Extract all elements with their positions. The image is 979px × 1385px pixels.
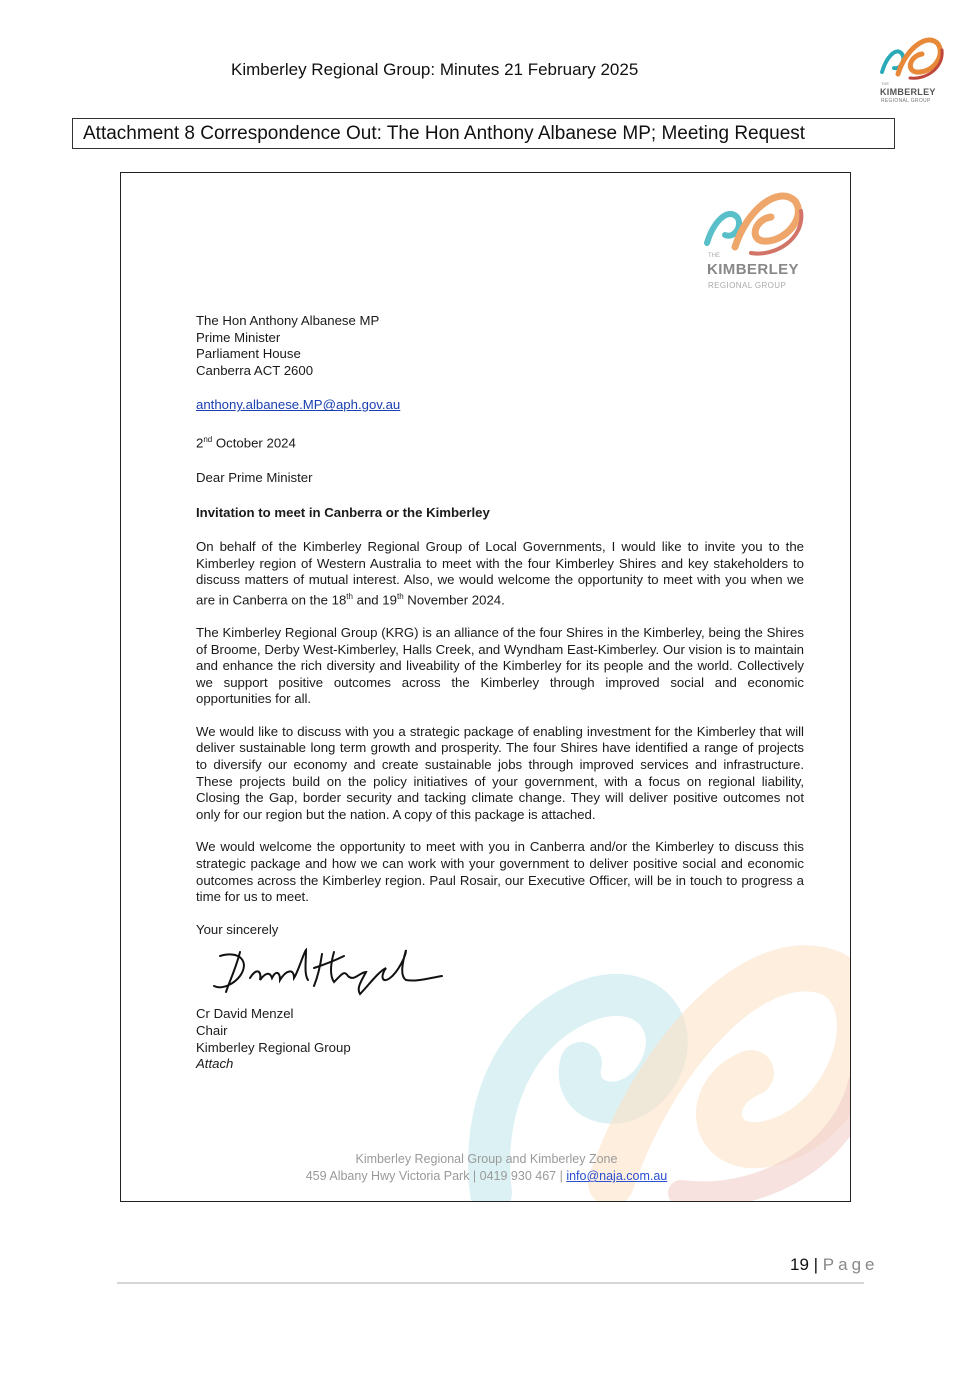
letter-footer (121, 1151, 851, 1185)
recipient-address-line1: Parliament House (196, 346, 301, 362)
closing: Your sincerely (196, 921, 279, 937)
letter-logo-subtitle: REGIONAL GROUP (708, 281, 787, 290)
signature-image (210, 942, 450, 998)
logo-wordmark: KIMBERLEY (880, 87, 936, 97)
logo-subtitle: REGIONAL GROUP (881, 98, 931, 104)
letter-swirl-icon (701, 177, 811, 257)
footer-email-link[interactable]: info@naja.com.au (566, 1169, 668, 1183)
page-number-separator: | (808, 1255, 823, 1274)
signatory-position: Chair (196, 1023, 228, 1038)
recipient-title: Prime Minister (196, 329, 281, 345)
letter-subject: Invitation to meet in Canberra or the Kimberley (196, 504, 490, 520)
paragraph-1: On behalf of the Kimberley Regional Group of Local Governments, I would like to invite you to the Kimberley region of Western Australia to meet with the four Kimberley Shires and key stakeholders to discuss matters of mutual interest. Also, we would welcome the opportunity to meet with you when we are in Canberra on the 18th and 19th November 2024. (196, 539, 804, 608)
signatory-name: Cr David Menzel (196, 1006, 294, 1022)
page-number (790, 1255, 879, 1275)
signatory-organisation: Kimberley Regional Group (196, 1039, 351, 1055)
attachment-note: Attach (196, 1056, 234, 1072)
attachment-title: Attachment 8 Correspondence Out: The Hon Anthony Albanese MP; Meeting Request (72, 118, 895, 149)
footer-contact: 459 Albany Hwy Victoria Park | 0419 930 467 | info@naja.com.au (305, 1169, 668, 1183)
kimberley-logo (876, 28, 948, 108)
paragraph-4: We would welcome the opportunity to meet with you in Canberra and/or the Kimberley to discuss this strategic package and how we can work with your government to deliver positive social and economic outcomes across the Kimberley region. Paul Rosair, our Executive Officer, will be in touch to progress a time for us to meet. (196, 839, 804, 905)
letter-date: 2nd October 2024 (196, 434, 296, 451)
document-header-title: Kimberley Regional Group: Minutes 21 February 2025 (231, 60, 639, 79)
paragraph-3: We would like to discuss with you a strategic package of enabling investment for the Kimberley that will deliver sustainable long term growth and prosperity. The four Shires have identified a range of projects to diversify our economy and create sustainable jobs through improved services and infrastructure. These projects build on the policy initiatives of your government, with a focus on regional liability, Closing the Gap, border security and tacking climate change. They will deliver positive outcomes not only for our region but the nation. A copy of this package is attached. (196, 723, 804, 822)
footer-divider (117, 1282, 864, 1284)
letter-kimberley-logo (701, 177, 811, 297)
recipient-address-line2: Canberra ACT 2600 (196, 362, 314, 378)
letter-body (196, 313, 804, 1073)
recipient-email-link[interactable]: anthony.albanese.MP@aph.gov.au (196, 397, 401, 413)
page-number-value: 19 (790, 1255, 809, 1274)
paragraph-2: The Kimberley Regional Group (KRG) is an alliance of the four Shires in the Kimberley, being the Shires of Broome, Derby West-Kimberley, Halls Creek, and Wyndham East-Kimberley. Our vision is to maintain and enhance the rich diversity and liveability of the Kimberley for its people and the world. Collectively we support positive outcomes across the Kimberley through improved social and economic opportunities for all. (196, 624, 804, 707)
logo-the-text: THE (881, 81, 889, 86)
footer-organisation: Kimberley Regional Group and Kimberley Zone (355, 1152, 618, 1166)
page-label: Page (822, 1255, 879, 1274)
salutation: Dear Prime Minister (196, 469, 313, 485)
letter-logo-wordmark: KIMBERLEY (707, 261, 799, 278)
recipient-name: The Hon Anthony Albanese MP (196, 313, 380, 328)
kimberley-swirl-icon (876, 28, 948, 84)
letter-image-frame (120, 172, 851, 1202)
letter-logo-the-text: THE (708, 253, 720, 259)
